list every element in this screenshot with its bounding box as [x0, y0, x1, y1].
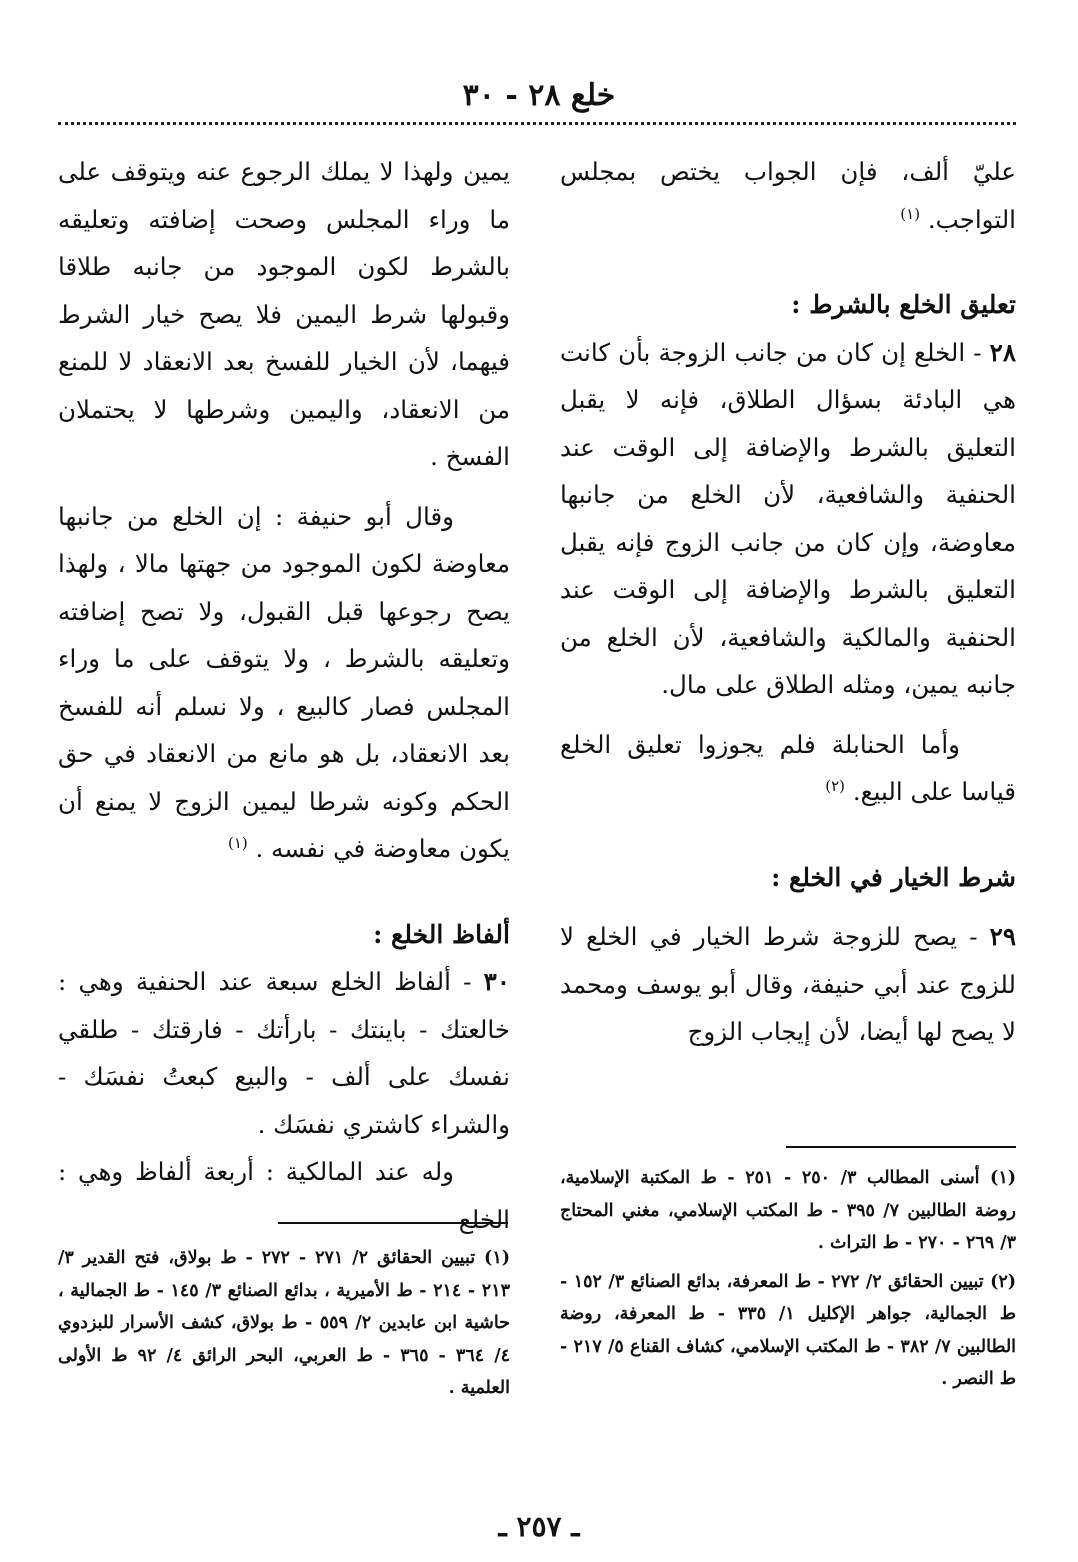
left-column [58, 148, 510, 1243]
footnote-rule [278, 1222, 508, 1224]
paragraph [560, 148, 1016, 243]
paragraph-text: - يصح للزوجة شرط الخيار في الخلع لا للزوج عند أبي حنيفة، وقال أبو يوسف ومحمد لا يصح لها أيضا، لأن إيجاب الزوج [560, 922, 1016, 1046]
footnote: (١) تبيين الحقائق ٢/ ٢٧١ - ٢٧٢ - ط بولاق، فتح القدير ٣/ ٢١٣ - ٢١٤ - ط الأميرية ، بدائع الصنائع ٣/ ١٤٥ - ط الجمالية ، حاشية ابن عابدين ٢/ ٥٥٩ - ط بولاق، كشف الأسرار للبزدوي ٤/ ٣٦٤ - ٣٦٥ - ط العربي، البحر الرائق ٤/ ٩٢ ط الأولى العلمية . [58, 1248, 511, 1398]
paragraph [58, 958, 510, 1148]
paragraph [58, 1148, 510, 1243]
footnotes-right [560, 1162, 1016, 1402]
paragraph-text: - ألفاظ الخلع سبعة عند الحنفية وهي : خالعتك - باينتك - بارأتك - فارقتك - طلقي نفسك على ألف - والبيع كبعتُ نفسَك - والشراء كاشتري نفسَك . [58, 967, 510, 1139]
paragraph [560, 329, 1016, 709]
paragraph [560, 721, 1016, 816]
paragraph [58, 148, 510, 481]
section-number: ٣٠ [483, 967, 510, 996]
section-heading: شرط الخيار في الخلع : [771, 862, 1016, 892]
footnote-ref: (١) [900, 204, 921, 223]
running-header: خلع ٢٨ - ٣٠ [462, 78, 616, 113]
paragraph-text: وله عند المالكية : أربعة ألفاظ وهي : الخلع [58, 1157, 510, 1234]
header-dotted-rule [58, 122, 1016, 125]
footnote-rule [786, 1146, 1016, 1148]
section-heading: تعليق الخلع بالشرط : [791, 290, 1016, 319]
section-heading: ألفاظ الخلع : [373, 919, 510, 949]
footnote: (١) أسنى المطالب ٣/ ٢٥٠ - ٢٥١ - ط المكتبة الإسلامية، روضة الطالبين ٧/ ٣٩٥ - ط المكتب الإسلامي، مغني المحتاج ٣/ ٢٦٩ - ٢٧٠ - ط التراث . [560, 1168, 1017, 1253]
paragraph [560, 913, 1016, 1056]
paragraph-text: وقال أبو حنيفة : إن الخلع من جانبها معاوضة لكون الموجود من جهتها مالا ، ولهذا يصح رجوعها قبل القبول، ولا تصح إضافته وتعليقه بالشرط ، ولا يتوقف على ما وراء المجلس فصار كالبيع ، ولا نسلم أنه للفسخ بعد الانعقاد، بل هو مانع من الانعقاد في حق الحكم وكونه شرطا ليمين الزوج لا يمنع أن يكون معاوضة في نفسه . [58, 501, 510, 863]
paragraph-text: يمين ولهذا لا يملك الرجوع عنه ويتوقف على ما وراء المجلس وصحت إضافته وتعليقه بالشرط لكون الموجود من جانبه طلاقا وقبولها شرط اليمين فلا يصح خيار الشرط فيهما، لأن الخيار للفسخ بعد الانعقاد لا للمنع من الانعقاد، واليمين وشرطها لا يحتملان الفسخ . [58, 157, 510, 471]
paragraph [58, 493, 510, 873]
footnotes-left [58, 1242, 510, 1411]
right-column [560, 148, 1016, 1056]
paragraph-text: عليّ ألف، فإن الجواب يختص بمجلس التواجب. [560, 157, 1016, 234]
footnote-ref: (١) [227, 833, 248, 852]
footnote-ref: (٢) [825, 776, 846, 795]
section-number: ٢٨ [989, 337, 1016, 367]
section-number: ٢٩ [989, 922, 1016, 951]
paragraph-text: وأما الحنابلة فلم يجوزوا تعليق الخلع قياسا على البيع. [560, 729, 1016, 806]
footnote: (٢) تبيين الحقائق ٢/ ٢٧٢ - ط المعرفة، بدائع الصنائع ٣/ ١٥٢ - ط الجمالية، جواهر الإكليل ١/ ٣٣٥ - ط المعرفة، روضة الطالبين ٧/ ٣٨٢ - ط المكتب الإسلامي، كشاف القناع ٥/ ٢١٧ - ط النصر . [560, 1271, 1017, 1389]
paragraph-text: - الخلع إن كان من جانب الزوجة بأن كانت هي البادئة بسؤال الطلاق، فإنه لا يقبل التعليق بالشرط والإضافة إلى الوقت عند الحنفية والشافعية، لأن الخلع من جانبها معاوضة، وإن كان من جانب الزوج فإنه يقبل التعليق بالشرط والإضافة إلى الوقت عند الحنفية والمالكية والشافعية، لأن الخلع من جانبه يمين، ومثله الطلاق على مال. [560, 337, 1016, 699]
page-number: ـ ٢٥٧ ـ [498, 1510, 580, 1543]
